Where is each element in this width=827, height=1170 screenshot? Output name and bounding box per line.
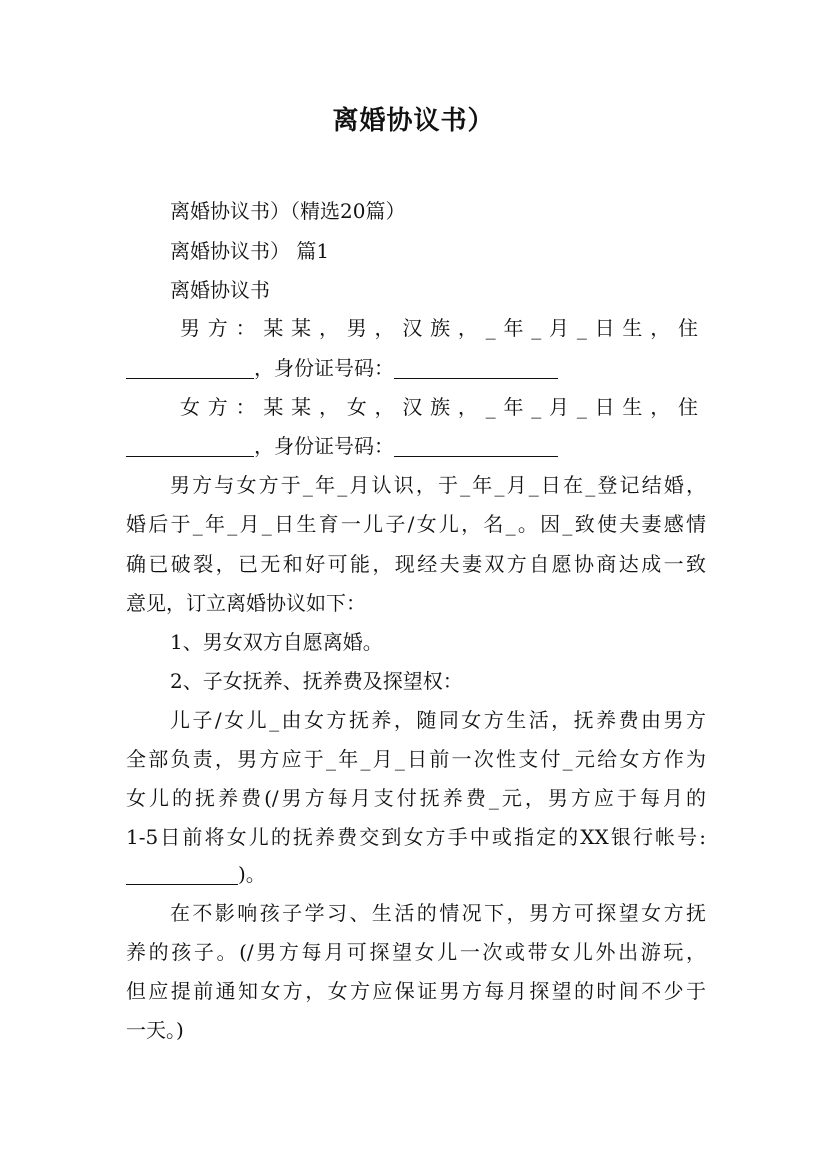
male-party-line: 男方：某某，男，汉族，_年_月_日生，住 xyxy=(180,316,700,340)
paragraph-line: 全部负责，男方应于_年_月_日前一次性支付_元给女方作为 xyxy=(126,747,706,771)
paragraph-line: 在不影响孩子学习、生活的情况下，男方可探望女方抚 xyxy=(170,901,706,925)
paragraph-line: 但应提前通知女方，女方应保证男方每月探望的时间不少于 xyxy=(126,979,706,1003)
list-item: 1、男女双方自愿离婚。 xyxy=(170,630,383,654)
paragraph-line: 女儿的抚养费(/男方每月支付抚养费_元，男方应于每月的 xyxy=(126,786,706,810)
heading-main: 离婚协议书）（精选20篇） xyxy=(170,199,406,223)
paragraph-line: 儿子/女儿_由女方抚养，随同女方生活，抚养费由男方 xyxy=(170,708,706,732)
address-blank xyxy=(126,358,254,379)
paragraph-line: 1-5日前将女儿的抚养费交到女方手中或指定的XX银行帐号: xyxy=(126,825,706,849)
paragraph-line: 意见，订立离婚协议如下： xyxy=(126,591,366,615)
document-title: 离婚协议书） xyxy=(332,106,495,136)
account-blank xyxy=(126,864,238,885)
id-number-blank xyxy=(394,358,558,379)
female-address-id-line xyxy=(126,432,706,460)
female-party-line: 女方：某某，女，汉族，_年_月_日生，住 xyxy=(180,395,700,419)
address-blank xyxy=(126,436,254,457)
closing-paren: )。 xyxy=(238,862,266,886)
id-label: ，身份证号码： xyxy=(254,434,394,458)
paragraph-line: 养的孩子。(/男方每月可探望女儿一次或带女儿外出游玩， xyxy=(126,940,706,964)
heading-part: 离婚协议书） 篇1 xyxy=(170,239,330,263)
male-address-id-line xyxy=(126,354,706,382)
id-number-blank xyxy=(394,436,558,457)
paragraph-line: 男方与女方于_年_月认识，于_年_月_日在_登记结婚， xyxy=(170,473,706,497)
paragraph-line: 一天。) xyxy=(126,1018,184,1042)
paragraph-line: 确已破裂，已无和好可能，现经夫妻双方自愿协商达成一致 xyxy=(126,552,706,576)
agreement-subtitle: 离婚协议书 xyxy=(170,278,270,302)
id-label: ，身份证号码： xyxy=(254,356,394,380)
paragraph-line xyxy=(126,860,706,888)
paragraph-line: 婚后于_年_月_日生育一儿子/女儿，名_。因_致使夫妻感情 xyxy=(126,512,706,536)
list-item: 2、子女抚养、抚养费及探望权： xyxy=(170,669,463,693)
